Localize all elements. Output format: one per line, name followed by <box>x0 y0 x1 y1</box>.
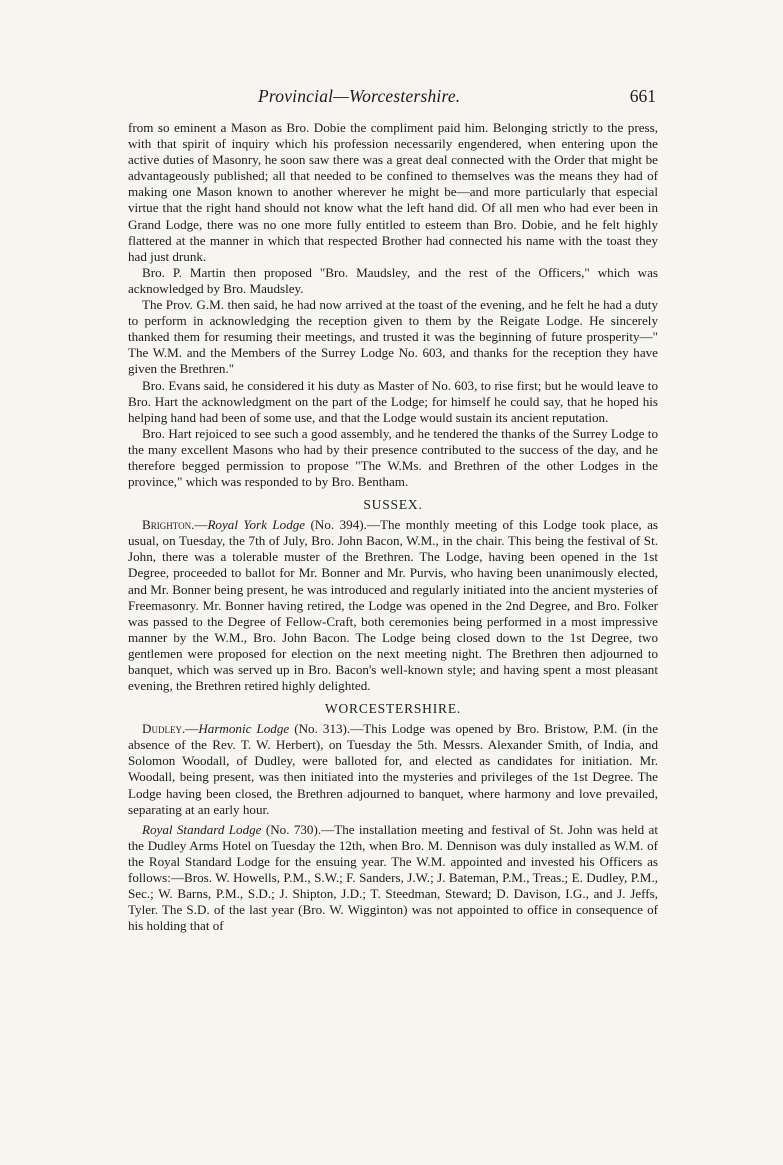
paragraph <box>128 822 658 935</box>
running-header <box>128 86 658 120</box>
page-number: 661 <box>629 86 656 106</box>
paragraph-text: (No. 313).—This Lodge was opened by Bro. Bristow, P.M. (in the absence of the Rev. T. W. Herbert), on Tuesday the 5th. Messrs. Alexander Smith, of India, and Solomon Woodall, of Dudley, were balloted for, and elected as candidates for initiation. Mr. Woodall, being present, was then initiated into the mysteries and privileges of the 1st Degree. The Lodge having been closed, the Brethren adjourned to banquet, where harmony and love prevailed, separating at an early hour. <box>128 721 658 817</box>
running-title: Provincial—Worcestershire. <box>258 86 461 106</box>
paragraph: Bro. Evans said, he considered it his duty as Master of No. 603, to rise first; but he would leave to Bro. Hart the acknowledgment on the part of the Lodge; for himself he could say, that he hoped his helping hand had been of some use, and that the Lodge would sustain its ancient reputation. <box>128 377 658 425</box>
paragraph: Brighton.—Royal York Lodge (No. 394).—The monthly meeting of this Lodge took place, as usual, on Tuesday, the 7th of July, Bro. John Bacon, W.M., in the chair. This being the festival of St. John, there was a tolerable muster of the Brethren. The Lodge, having been opened in the 1st Degree, proceeded to ballot for Mr. Bonner and Mr. Purvis, who having been unanimously elected, and Mr. Bonner being present, he was introduced and regularly initiated into the ancient mysteries of Freemasonry. Mr. Bonner having retired, the Lodge was opened in the 2nd Degree, and Bro. Folker was passed to the Degree of Fellow-Craft, both ceremonies being performed in a most impressive manner by the W.M., Bro. John Bacon. The Lodge being closed down to the 1st Degree, two gentlemen were proposed for election on the next meeting night. The Brethren then adjourned to banquet, which was served up in Bro. Bacon's well-known style; and having spent a most pleasant evening, the Brethren retired highly delighted. <box>128 517 659 694</box>
lodge-name: Harmonic Lodge <box>198 721 290 737</box>
paragraph: Bro. Hart rejoiced to see such a good assembly, and he tendered the thanks of the Surrey Lodge to the many excellent Masons who had by their presence contributed to the success of the day, and he therefore begged permission to propose "The W.Ms. and Brethren of the other Lodges in the province," which was responded to by Bro. Bentham. <box>128 425 658 490</box>
section-heading-worcestershire: WORCESTERSHIRE. <box>324 701 462 717</box>
place-name: Brighton. <box>142 517 195 533</box>
paragraph-text: (No. 730).—The installation meeting and festival of St. John was held at the Dudley Arms Hotel on Tuesday the 12th, when Bro. M. Dennison was duly installed as W.M. of the Royal Standard Lodge for the ensuing year. The W.M. appointed and invested his Officers as follows:—Bros. W. Howells, P.M., S.W.; F. Sanders, J.W.; J. Bateman, P.M., Treas.; E. Dudley, P.M., Sec.; W. Barns, P.M., S.D.; J. Shipton, J.D.; T. Steedman, Steward; D. Davison, I.G., and J. Jeffs, Tyler. The S.D. of the last year (Bro. W. Wigginton) was not appointed to office in consequence of his holding that of <box>128 821 658 934</box>
paragraph: The Prov. G.M. then said, he had now arrived at the toast of the evening, and he felt he had a duty to perform in acknowledging the reception given to them by the Reigate Lodge. He sincerely thanked them for resuming their meetings, and trusted it was the beginning of future prosperity—" The W.M. and the Members of the Surrey Lodge No. 603, and thanks for the reception they have given the Brethren." <box>128 297 658 377</box>
lodge-name: Royal York Lodge <box>207 517 306 533</box>
page <box>128 86 658 934</box>
lodge-name: Royal Standard Lodge <box>142 821 262 837</box>
section-heading-sussex: SUSSEX. <box>363 497 423 513</box>
paragraph: Dudley.—Harmonic Lodge (No. 313).—This Lodge was opened by Bro. Bristow, P.M. (in the absence of the Rev. T. W. Herbert), on Tuesday the 5th. Messrs. Alexander Smith, of India, and Solomon Woodall, of Dudley, were balloted for, and elected as candidates for initiation. Mr. Woodall, being present, was then initiated into the mysteries and privileges of the 1st Degree. The Lodge having been closed, the Brethren adjourned to banquet, where harmony and love prevailed, separating at an early hour. <box>128 721 658 817</box>
paragraph: from so eminent a Mason as Bro. Dobie the compliment paid him. Belonging strictly to the press, with that spirit of inquiry which his profession necessarily engendered, when entering upon the active duties of Masonry, he soon saw there was a great deal connected with the Order that might be advantageously published; all that needed to be confined to themselves was the means they had of making one Mason known to another wherever he might be—and more particularly that especial virtue that the right hand should not know what the left hand did. Of all men who had ever been in Grand Lodge, there was no one more fully entitled to esteem than Bro. Dobie, and he felt highly flattered at the manner in which that respected Brother had connected his name with the toast they had just drunk. <box>128 120 658 264</box>
paragraph: Bro. P. Martin then proposed "Bro. Maudsley, and the rest of the Officers," which was acknowledged by Bro. Maudsley. <box>128 264 658 296</box>
place-name: Dudley. <box>142 721 186 737</box>
paragraph-text: (No. 394).—The monthly meeting of this Lodge took place, as usual, on Tuesday, the 7th of July, Bro. John Bacon, W.M., in the chair. This being the festival of St. John, there was a tolerable muster of the Brethren. The Lodge, having been opened in the 1st Degree, proceeded to ballot for Mr. Bonner and Mr. Purvis, who having been unanimously elected, and Mr. Bonner being present, he was introduced and regularly initiated into the ancient mysteries of Freemasonry. Mr. Bonner having retired, the Lodge was opened in the 2nd Degree, and Bro. Folker was passed to the Degree of Fellow-Craft, both ceremonies being performed in a most impressive manner by the W.M., Bro. John Bacon. The Lodge being closed down to the 1st Degree, two gentlemen were proposed for election on the next meeting night. The Brethren then adjourned to banquet, which was served up in Bro. Bacon's well-known style; and having spent a most pleasant evening, the Brethren retired highly delighted. <box>128 517 659 694</box>
